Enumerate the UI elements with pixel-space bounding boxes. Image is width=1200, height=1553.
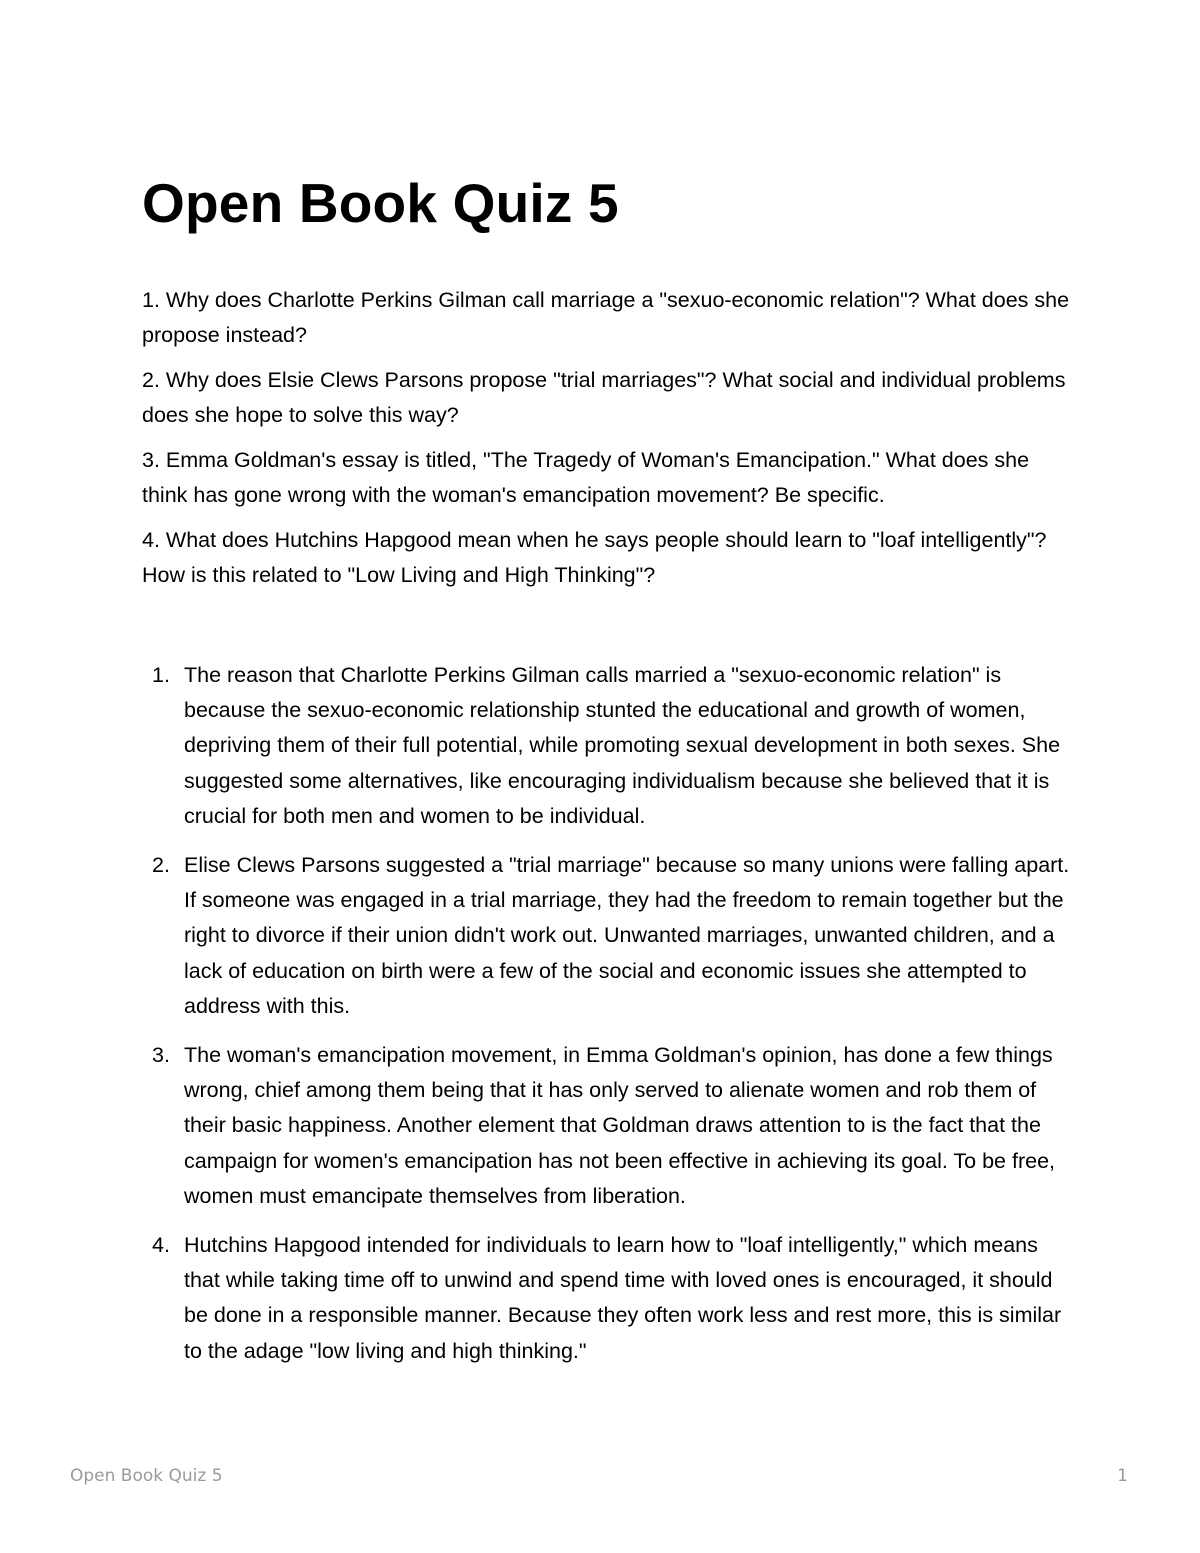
answer-text: Elise Clews Parsons suggested a "trial marriage" because so many unions were falling apart. If someone was engaged in a trial marriage, they had the freedom to remain together but the right to divorce if their union didn't work out. Unwanted marriages, unwanted children, and a lack of education on birth were a few of the social and economic issues she attempted to address with this. (184, 853, 1070, 1018)
footer-title: Open Book Quiz 5 (70, 1466, 223, 1486)
answer-1 (142, 658, 1072, 834)
answer-text: Hutchins Hapgood intended for individuals to learn how to "loaf intelligently," which means that while taking time off to unwind and spend time with loved ones is encouraged, it should be done in a responsible manner. Because they often work less and rest more, this is similar to the adage "low living and high thinking." (184, 1233, 1062, 1363)
question-2: 2. Why does Elsie Clews Parsons propose "trial marriages"? What social and individual problems does she hope to solve this way? (142, 368, 1066, 427)
question-3: 3. Emma Goldman's essay is titled, "The Tragedy of Woman's Emancipation." What does she think has gone wrong with the woman's emancipation movement? Be specific. (142, 448, 1030, 507)
answers-list (142, 658, 1072, 1383)
answer-number: 2. (152, 853, 170, 878)
answer-number: 4. (152, 1233, 170, 1258)
answer-text: The woman's emancipation movement, in Emma Goldman's opinion, has done a few things wrong, chief among them being that it has only served to alienate women and rob them of their basic happiness. Another element that Goldman draws attention to is the fact that the campaign for women's emancipation has not been effective in achieving its goal. To be free, women must emancipate themselves from liberation. (184, 1043, 1056, 1208)
answer-number: 3. (152, 1043, 170, 1068)
page-title: Open Book Quiz 5 (142, 172, 619, 234)
answer-text: The reason that Charlotte Perkins Gilman calls married a "sexuo-economic relation" is because the sexuo-economic relationship stunted the educational and growth of women, depriving them of their full potential, while promoting sexual development in both sexes. She suggested some alternatives, like encouraging individualism because she believed that it is crucial for both men and women to be individual. (184, 663, 1061, 828)
footer-page-number: 1 (1117, 1466, 1128, 1486)
question-4: 4. What does Hutchins Hapgood mean when he says people should learn to "loaf intelligently"? How is this related to "Low Living and High Thinking"? (142, 528, 1047, 587)
answer-number: 1. (152, 663, 170, 687)
question-1: 1. Why does Charlotte Perkins Gilman call marriage a "sexuo-economic relation"? What does she propose instead? (142, 288, 1070, 347)
answer-3 (142, 1038, 1072, 1214)
questions-section (142, 283, 1072, 603)
answer-4 (142, 1228, 1072, 1369)
answer-2 (142, 848, 1072, 1024)
